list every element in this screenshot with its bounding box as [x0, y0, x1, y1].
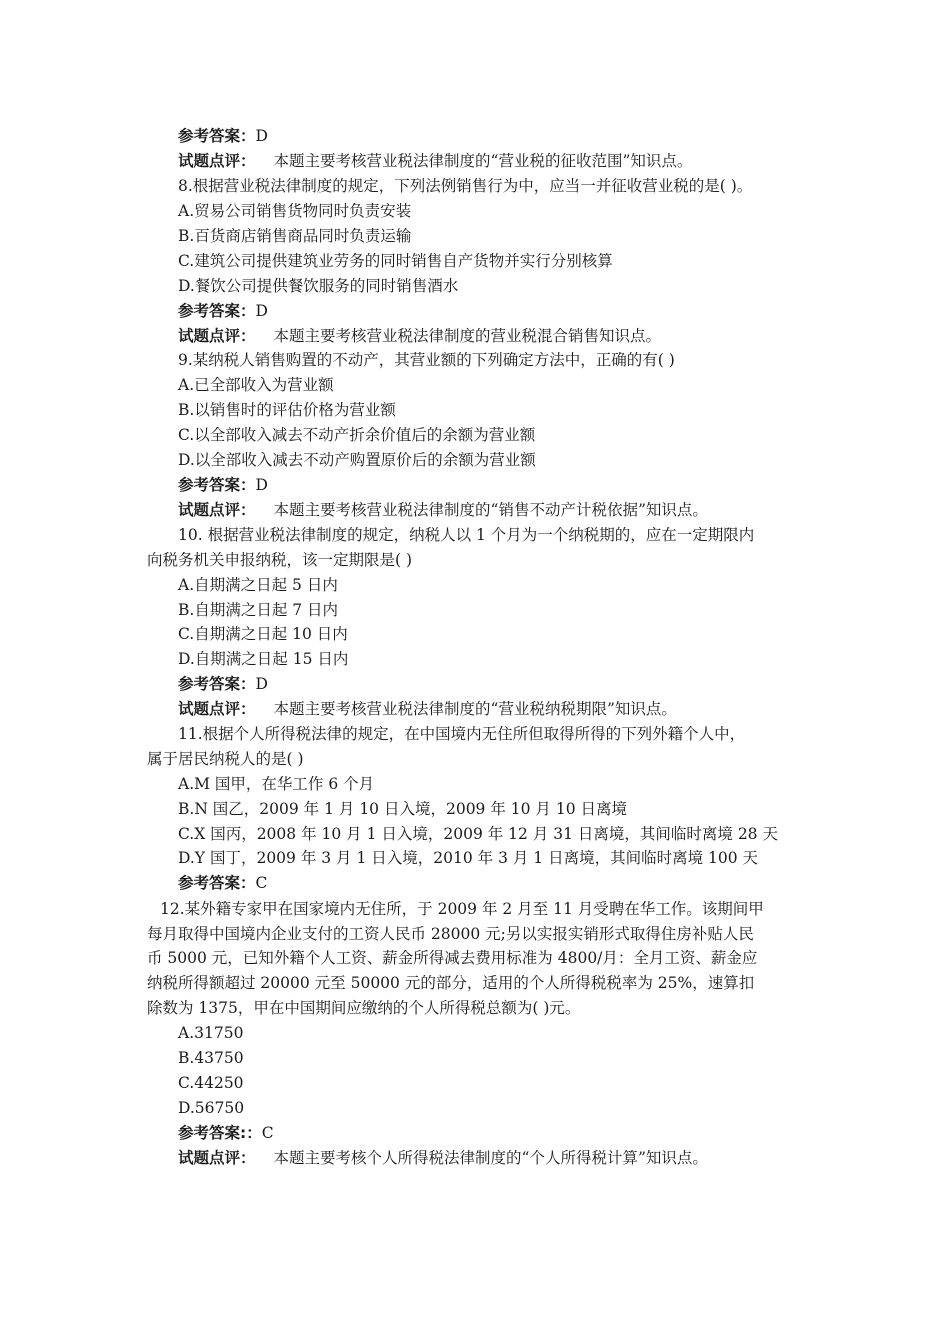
option-10b: B.自期满之日起 7 日内 [178, 601, 339, 619]
option-12b: B.43750 [178, 1049, 244, 1067]
question-12-line3: 币 5000 元，已知外籍个人工资、薪金所得减去费用标准为 4800/月：全月工资、薪金应 [147, 949, 758, 967]
answer-label: 参考答案： [178, 476, 256, 494]
option-10d: D.自期满之日起 15 日内 [178, 650, 349, 668]
answer-value: D [255, 675, 268, 693]
option-11a: A.M 国甲，在华工作 6 个月 [178, 775, 375, 793]
option-10a: A.自期满之日起 5 日内 [178, 576, 338, 594]
answer-label: 参考答案： [178, 874, 256, 892]
answer-line-9 [178, 473, 268, 498]
answer-line-12 [178, 1121, 274, 1146]
option-9b: B.以销售时的评估价格为营业额 [178, 401, 396, 419]
answer-line-7 [178, 124, 268, 149]
option-12a: A.31750 [178, 1024, 244, 1042]
question-10-line1: 10. 根据营业税法律制度的规定，纳税人以 1 个月为一个纳税期的，应在一定期限内 [178, 526, 755, 544]
answer-line-11 [178, 871, 267, 896]
option-9a: A.已全部收入为营业额 [178, 376, 334, 394]
comment-text: 本题主要考核个人所得税法律制度的“个人所得税计算”知识点。 [273, 1149, 708, 1167]
question-10-line2: 向税务机关申报纳税，该一定期限是( ) [147, 551, 413, 569]
answer-value: D [255, 127, 268, 145]
comment-text: 本题主要考核营业税法律制度的营业税混合销售知识点。 [273, 327, 662, 345]
comment-text: 本题主要考核营业税法律制度的“销售不动产计税依据”知识点。 [273, 501, 708, 519]
answer-label: 参考答案:： [178, 1124, 262, 1142]
option-9c: C.以全部收入减去不动产折余价值后的余额为营业额 [178, 426, 536, 444]
answer-value: C [261, 1124, 274, 1142]
option-8a: A.贸易公司销售货物同时负责安装 [178, 202, 412, 220]
comment-line-9 [178, 498, 708, 523]
answer-value: D [255, 476, 268, 494]
question-11-line1: 11.根据个人所得税法律的规定，在中国境内无住所但取得所得的下列外籍个人中， [178, 725, 746, 743]
answer-line-8 [178, 299, 268, 324]
option-8b: B.百货商店销售商品同时负责运输 [178, 227, 412, 245]
option-11b: B.N 国乙，2009 年 1 月 10 日入境，2009 年 10 月 10 日离境 [178, 800, 628, 818]
question-12-line1: 12.某外籍专家甲在国家境内无住所，于 2009 年 2 月至 11 月受聘在华工作。该期间甲 [160, 900, 764, 918]
answer-label: 参考答案： [178, 675, 256, 693]
comment-text: 本题主要考核营业税法律制度的“营业税纳税期限”知识点。 [273, 700, 677, 718]
question-8: 8.根据营业税法律制度的规定，下列法例销售行为中，应当一并征收营业税的是( )。 [178, 177, 753, 195]
question-12-line5: 除数为 1375，甲在中国期间应缴纳的个人所得税总额为( )元。 [147, 999, 581, 1017]
answer-value: C [255, 874, 268, 892]
comment-line-12 [178, 1146, 708, 1171]
option-11d: D.Y 国丁，2009 年 3 月 1 日入境，2010 年 3 月 1 日离境，其间临时离境 100 天 [178, 849, 759, 867]
comment-label: 试题点评： [178, 1149, 256, 1167]
answer-value: D [255, 302, 268, 320]
answer-label: 参考答案： [178, 127, 256, 145]
option-12d: D.56750 [178, 1099, 245, 1117]
answer-label: 参考答案： [178, 302, 256, 320]
option-9d: D.以全部收入减去不动产购置原价后的余额为营业额 [178, 451, 536, 469]
comment-line-8 [178, 324, 661, 349]
option-10c: C.自期满之日起 10 日内 [178, 625, 348, 643]
question-12-line4: 纳税所得额超过 20000 元至 50000 元的部分，适用的个人所得税税率为 25%，速算扣 [147, 974, 755, 992]
question-12-line2: 每月取得中国境内企业支付的工资人民币 28000 元;另以实报实销形式取得住房补贴人民 [147, 925, 754, 943]
comment-text: 本题主要考核营业税法律制度的“营业税的征收范围”知识点。 [273, 152, 693, 170]
option-12c: C.44250 [178, 1074, 244, 1092]
comment-label: 试题点评： [178, 700, 256, 718]
option-11c: C.X 国丙，2008 年 10 月 1 日入境，2009 年 12 月 31 日离境，其间临时离境 28 天 [178, 825, 778, 843]
comment-label: 试题点评： [178, 152, 256, 170]
comment-label: 试题点评： [178, 501, 256, 519]
comment-line-10 [178, 697, 677, 722]
question-11-line2: 属于居民纳税人的是( ) [147, 750, 304, 768]
option-8d: D.餐饮公司提供餐饮服务的同时销售酒水 [178, 277, 459, 295]
answer-line-10 [178, 672, 268, 697]
question-9: 9.某纳税人销售购置的不动产，其营业额的下列确定方法中，正确的有( ) [178, 351, 675, 369]
comment-label: 试题点评： [178, 327, 256, 345]
option-8c: C.建筑公司提供建筑业劳务的同时销售自产货物并实行分别核算 [178, 252, 613, 270]
comment-line-7 [178, 149, 692, 174]
